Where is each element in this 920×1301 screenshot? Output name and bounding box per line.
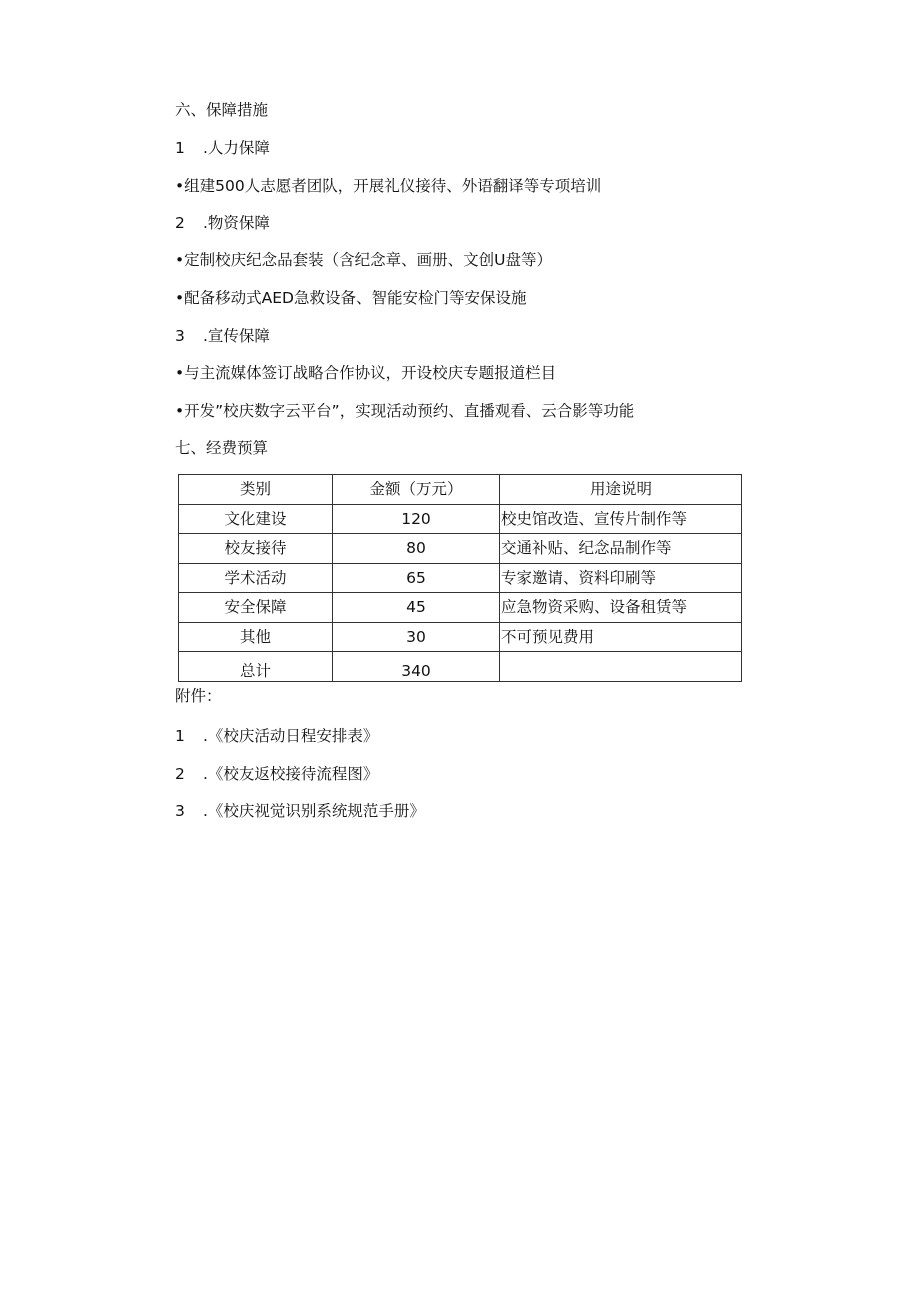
bullet-item: •组建500人志愿者团队，开展礼仪接待、外语翻译等专项培训 [175,177,602,195]
cell-description: 不可预见费用 [500,622,742,652]
cell-amount: 30 [333,622,500,652]
cell-category: 安全保障 [179,593,333,623]
attachment-title: .《校庆活动日程安排表》 [203,727,379,745]
table-total-row [179,652,742,682]
attachment-item [175,764,378,784]
attachment-item [175,801,425,821]
table-row [179,622,742,652]
budget-table [178,474,742,682]
cell-category: 其他 [179,622,333,652]
section-7-heading: 七、经费预算 [175,439,269,457]
table-row [179,593,742,623]
table-row [179,534,742,564]
attachments-heading: 附件： [175,687,222,705]
subsection-title: .人力保障 [203,139,270,157]
cell-description: 专家邀请、资料印刷等 [500,563,742,593]
header-amount: 金额（万元） [333,475,500,505]
total-description [500,652,742,682]
attachment-item [175,726,378,746]
bullet-item: •定制校庆纪念品套装（含纪念章、画册、文创U盘等） [175,251,552,269]
cell-amount: 120 [333,504,500,534]
cell-category: 文化建设 [179,504,333,534]
cell-amount: 45 [333,593,500,623]
subsection-title: .物资保障 [203,214,270,232]
list-number: 1 [175,139,185,157]
total-label: 总计 [179,652,333,682]
cell-amount: 80 [333,534,500,564]
table-row [179,504,742,534]
subsection-manpower [175,138,270,158]
bullet-item: •开发”校庆数字云平台”，实现活动预约、直播观看、云合影等功能 [175,402,635,420]
cell-description: 交通补贴、纪念品制作等 [500,534,742,564]
header-description: 用途说明 [500,475,742,505]
section-6-heading: 六、保障措施 [175,101,269,119]
cell-amount: 65 [333,563,500,593]
cell-description: 应急物资采购、设备租赁等 [500,593,742,623]
list-number: 3 [175,802,185,820]
cell-category: 学术活动 [179,563,333,593]
subsection-materials [175,213,270,233]
cell-description: 校史馆改造、宣传片制作等 [500,504,742,534]
attachment-title: .《校友返校接待流程图》 [203,765,379,783]
bullet-item: •配备移动式AED急救设备、智能安检门等安保设施 [175,289,527,307]
subsection-publicity [175,326,270,346]
subsection-title: .宣传保障 [203,327,270,345]
bullet-item: •与主流媒体签订战略合作协议，开设校庆专题报道栏目 [175,364,557,382]
list-number: 3 [175,327,185,345]
header-category: 类别 [179,475,333,505]
list-number: 2 [175,765,185,783]
table-header-row [179,475,742,505]
cell-category: 校友接待 [179,534,333,564]
list-number: 2 [175,214,185,232]
attachment-title: .《校庆视觉识别系统规范手册》 [203,802,425,820]
list-number: 1 [175,727,185,745]
total-amount: 340 [333,652,500,682]
table-row [179,563,742,593]
